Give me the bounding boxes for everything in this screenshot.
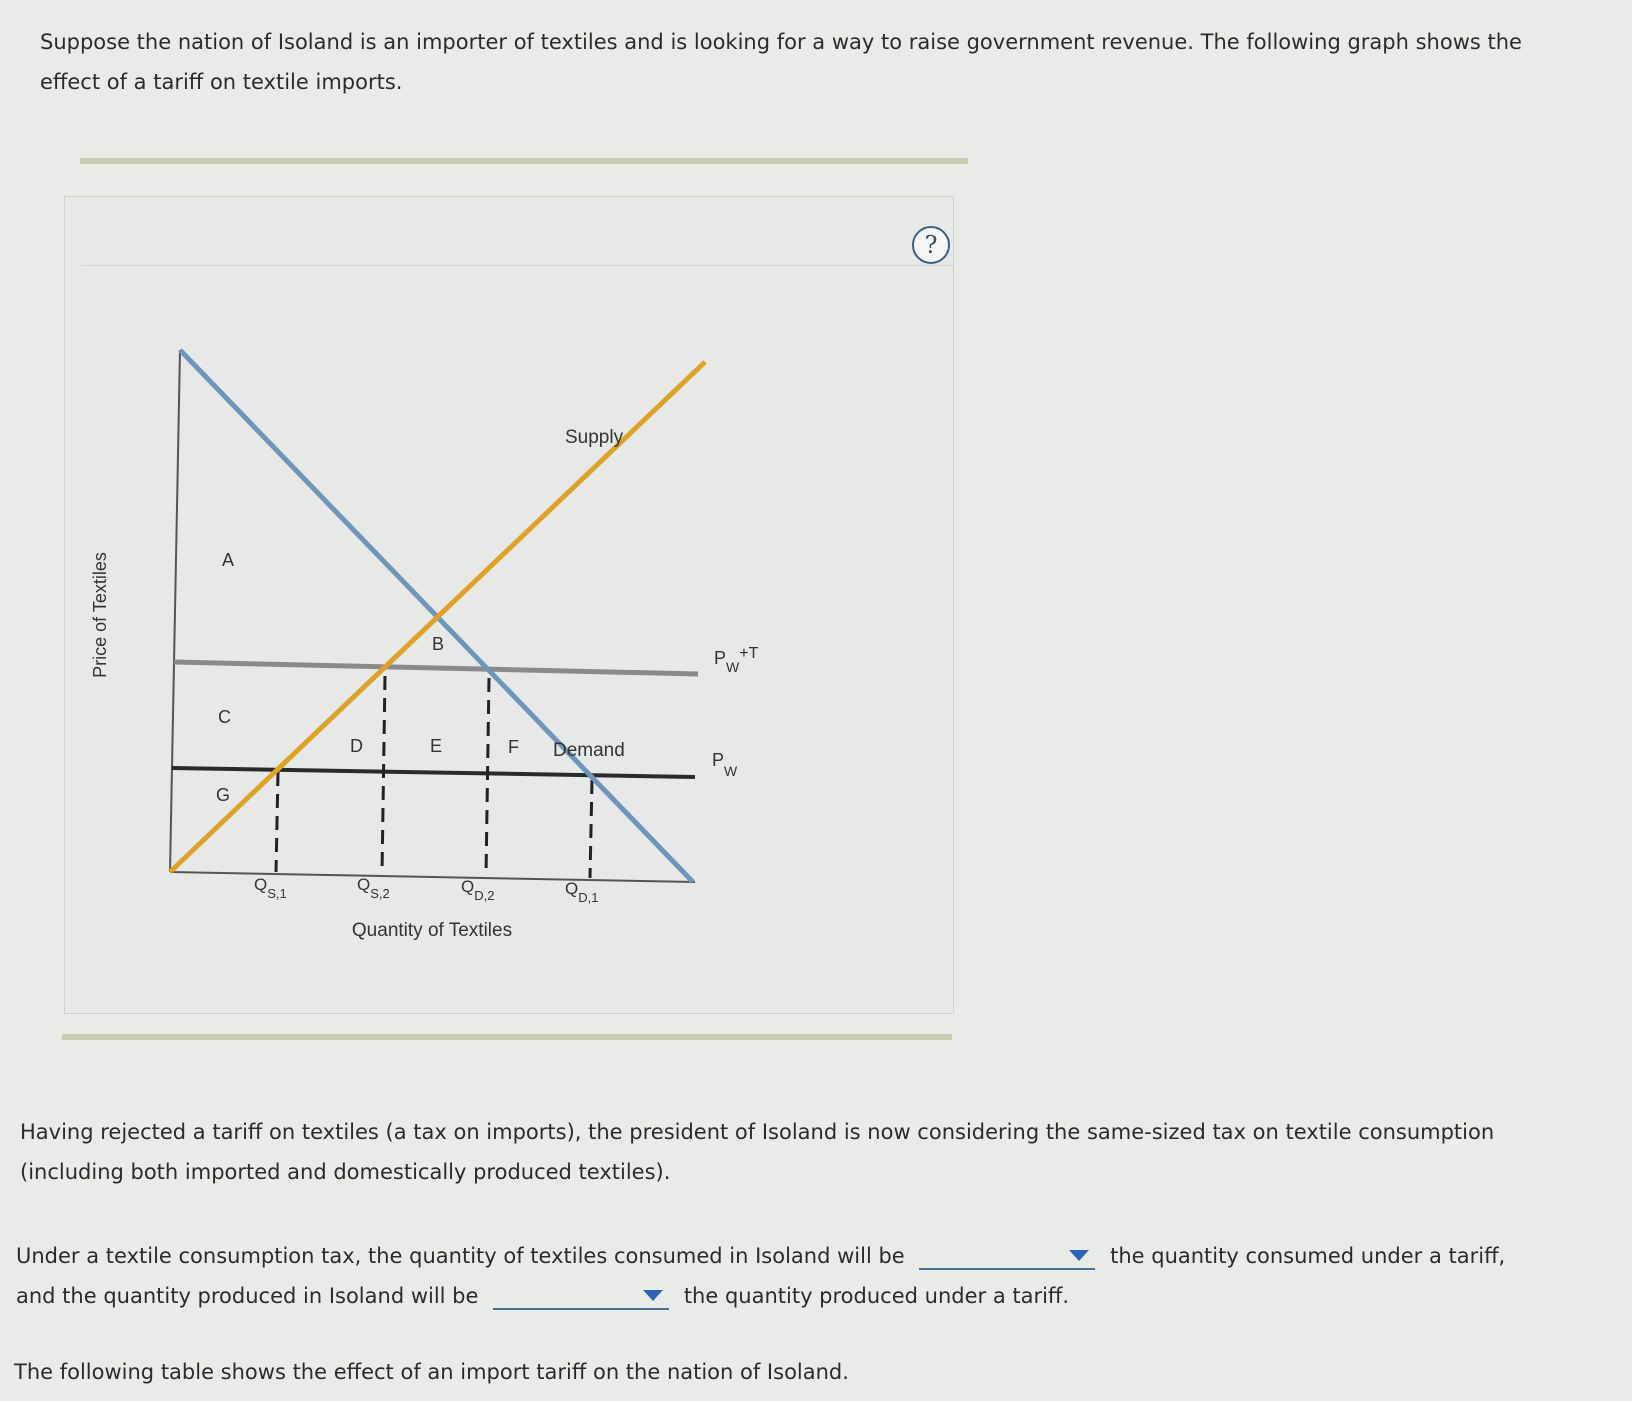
question-part3: the quantity produced under a tariff. [683, 1284, 1070, 1308]
pw-plus-t-label: $P_W+T$ [714, 645, 759, 675]
tick-qs1: $Q_{S,1}$ [254, 875, 287, 901]
y-axis [170, 350, 180, 872]
production-dropdown[interactable] [493, 1284, 669, 1310]
bottom-divider [62, 1034, 952, 1040]
x-axis [170, 872, 695, 882]
supply-curve [170, 362, 705, 872]
chevron-down-icon [643, 1290, 663, 1301]
tick-qd1: $Q_{D,1}$ [565, 879, 599, 905]
supply-label: Supply [565, 427, 624, 448]
dashed-line-qs1 [276, 772, 278, 872]
area-label-a: A [222, 550, 235, 570]
question-paragraph [16, 1236, 1536, 1316]
help-button[interactable]: ? [912, 226, 950, 264]
area-label-g: G [216, 785, 231, 805]
pw-label: $P_W$ [712, 750, 738, 779]
area-label-d: D [350, 736, 363, 756]
tick-qs2: $Q_{S,2}$ [357, 875, 390, 901]
question-part1: Under a textile consumption tax, the quantity of textiles consumed in Isoland will be [16, 1244, 905, 1268]
area-label-f: F [508, 737, 519, 757]
intro-text: Suppose the nation of Isoland is an importer of textiles and is looking for a way to raise government revenue. The following graph shows the effect of a tariff on textile imports. [40, 30, 1522, 94]
area-label-b: B [432, 634, 445, 654]
dashed-line-qd2 [486, 678, 489, 876]
chevron-down-icon [1069, 1250, 1089, 1261]
y-axis-label: Price of Textiles [90, 552, 110, 678]
paragraph-tax-consideration: Having rejected a tariff on textiles (a tax on imports), the president of Isoland is now considering the same-sized tax on textile consumption (including both imported and domestically produced textiles). [20, 1120, 1495, 1184]
table-intro-text: The following table shows the effect of an import tariff on the nation of Isoland. [14, 1360, 849, 1384]
area-label-e: E [430, 736, 443, 756]
question-part2: the quantity consumed under a tariff, and the quantity produced in Isoland will be [16, 1244, 1506, 1308]
dashed-line-qd1 [590, 780, 592, 878]
consumption-dropdown[interactable] [919, 1244, 1095, 1270]
price-line-pw-plus-t [174, 662, 698, 674]
area-label-c: C [218, 707, 231, 727]
price-line-pw [172, 768, 695, 777]
dashed-line-qs2 [382, 676, 385, 874]
demand-label: Demand [553, 740, 625, 761]
x-axis-label: Quantity of Textiles [351, 920, 513, 941]
tick-qd2: $Q_{D,2}$ [461, 877, 495, 903]
